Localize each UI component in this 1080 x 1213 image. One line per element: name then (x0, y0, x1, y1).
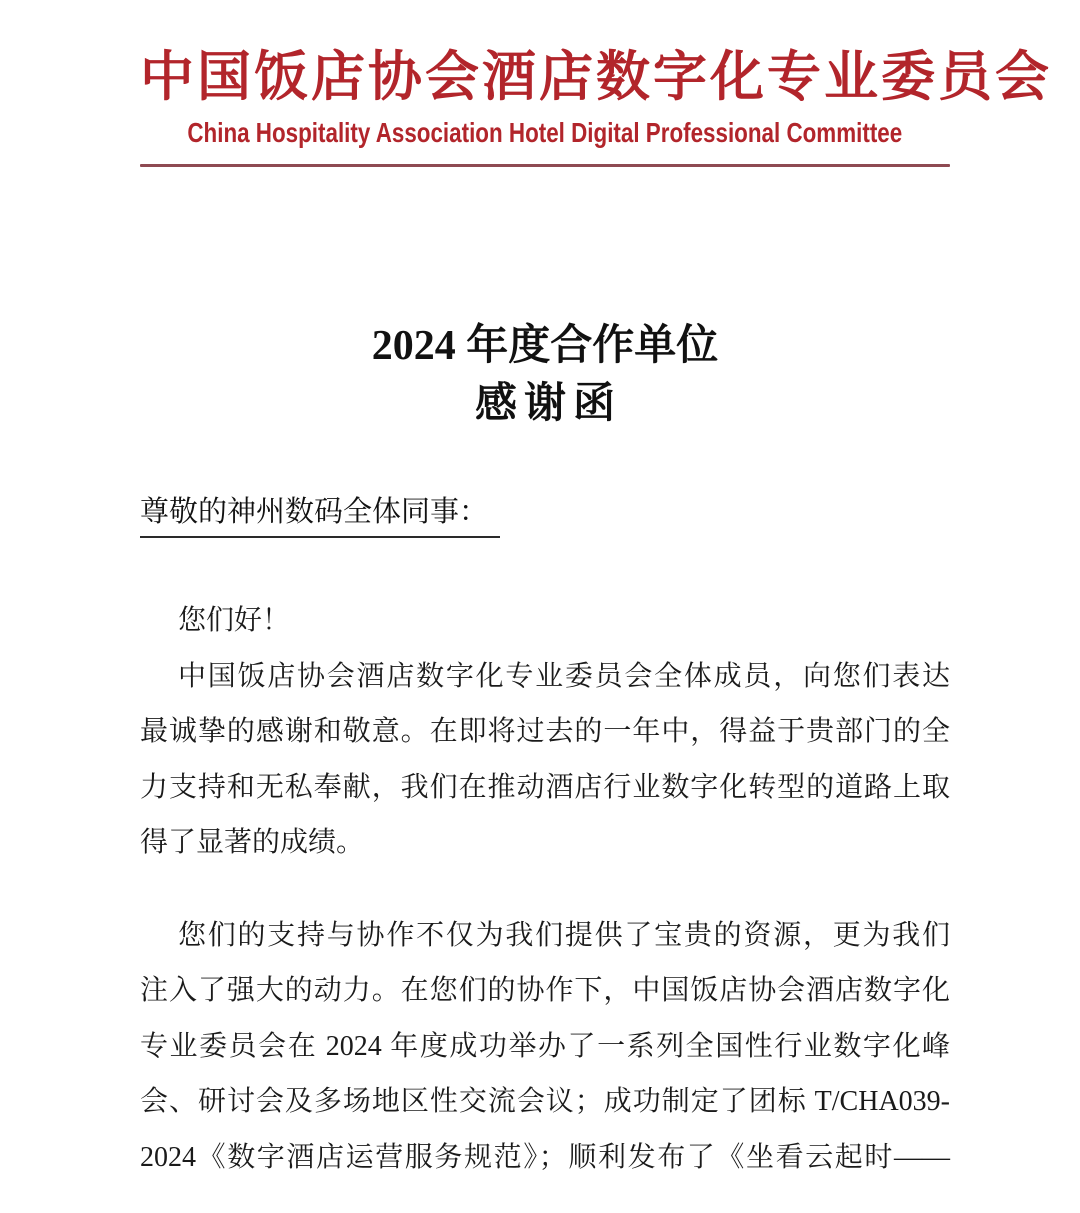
paragraph-greeting (140, 593, 950, 649)
body-line: 得了显著的成绩。 (140, 827, 365, 858)
org-name-english: China Hospitality Association Hotel Digital Professional Committee (187, 117, 903, 148)
paragraph-thanks (140, 649, 950, 871)
body-line: 会、研讨会及多场地区性交流会议；成功制定了团标 T/CHA039- (140, 1086, 950, 1117)
body-line: 您们的支持与协作不仅为我们提供了宝贵的资源，更为我们 (178, 919, 950, 951)
org-name-chinese: 中国饭店协会酒店数字化专业委员会 (140, 47, 1052, 107)
body-line: 专业委员会在 2024 年度成功举办了一系列全国性行业数字化峰 (140, 1030, 950, 1062)
document-title-line2: 感谢函 (474, 381, 622, 427)
body-line: 中国饭店协会酒店数字化专业委员会全体成员，向您们表达 (178, 660, 950, 692)
letter-page (140, 46, 1052, 1185)
letter-body (140, 593, 950, 1185)
body-line: 您们好！ (178, 605, 291, 636)
document-title-line1: 2024 年度合作单位 (371, 323, 719, 369)
paragraph-achievements (140, 908, 950, 1186)
letterhead-divider (140, 164, 950, 167)
salutation: 尊敬的神州数码全体同事： (140, 491, 500, 538)
document-title (140, 317, 950, 433)
body-line: 力支持和无私奉献，我们在推动酒店行业数字化转型的道路上取 (140, 771, 950, 803)
salutation-row (140, 491, 950, 538)
letterhead (140, 46, 1052, 167)
body-line: 注入了强大的动力。在您们的协作下，中国饭店协会酒店数字化 (140, 975, 950, 1006)
org-name-english-wrap (140, 116, 950, 150)
body-line: 最诚挚的感谢和敬意。在即将过去的一年中，得益于贵部门的全 (140, 716, 950, 747)
body-line: 2024《数字酒店运营服务规范》；顺利发布了《坐看云起时—— (140, 1141, 950, 1173)
